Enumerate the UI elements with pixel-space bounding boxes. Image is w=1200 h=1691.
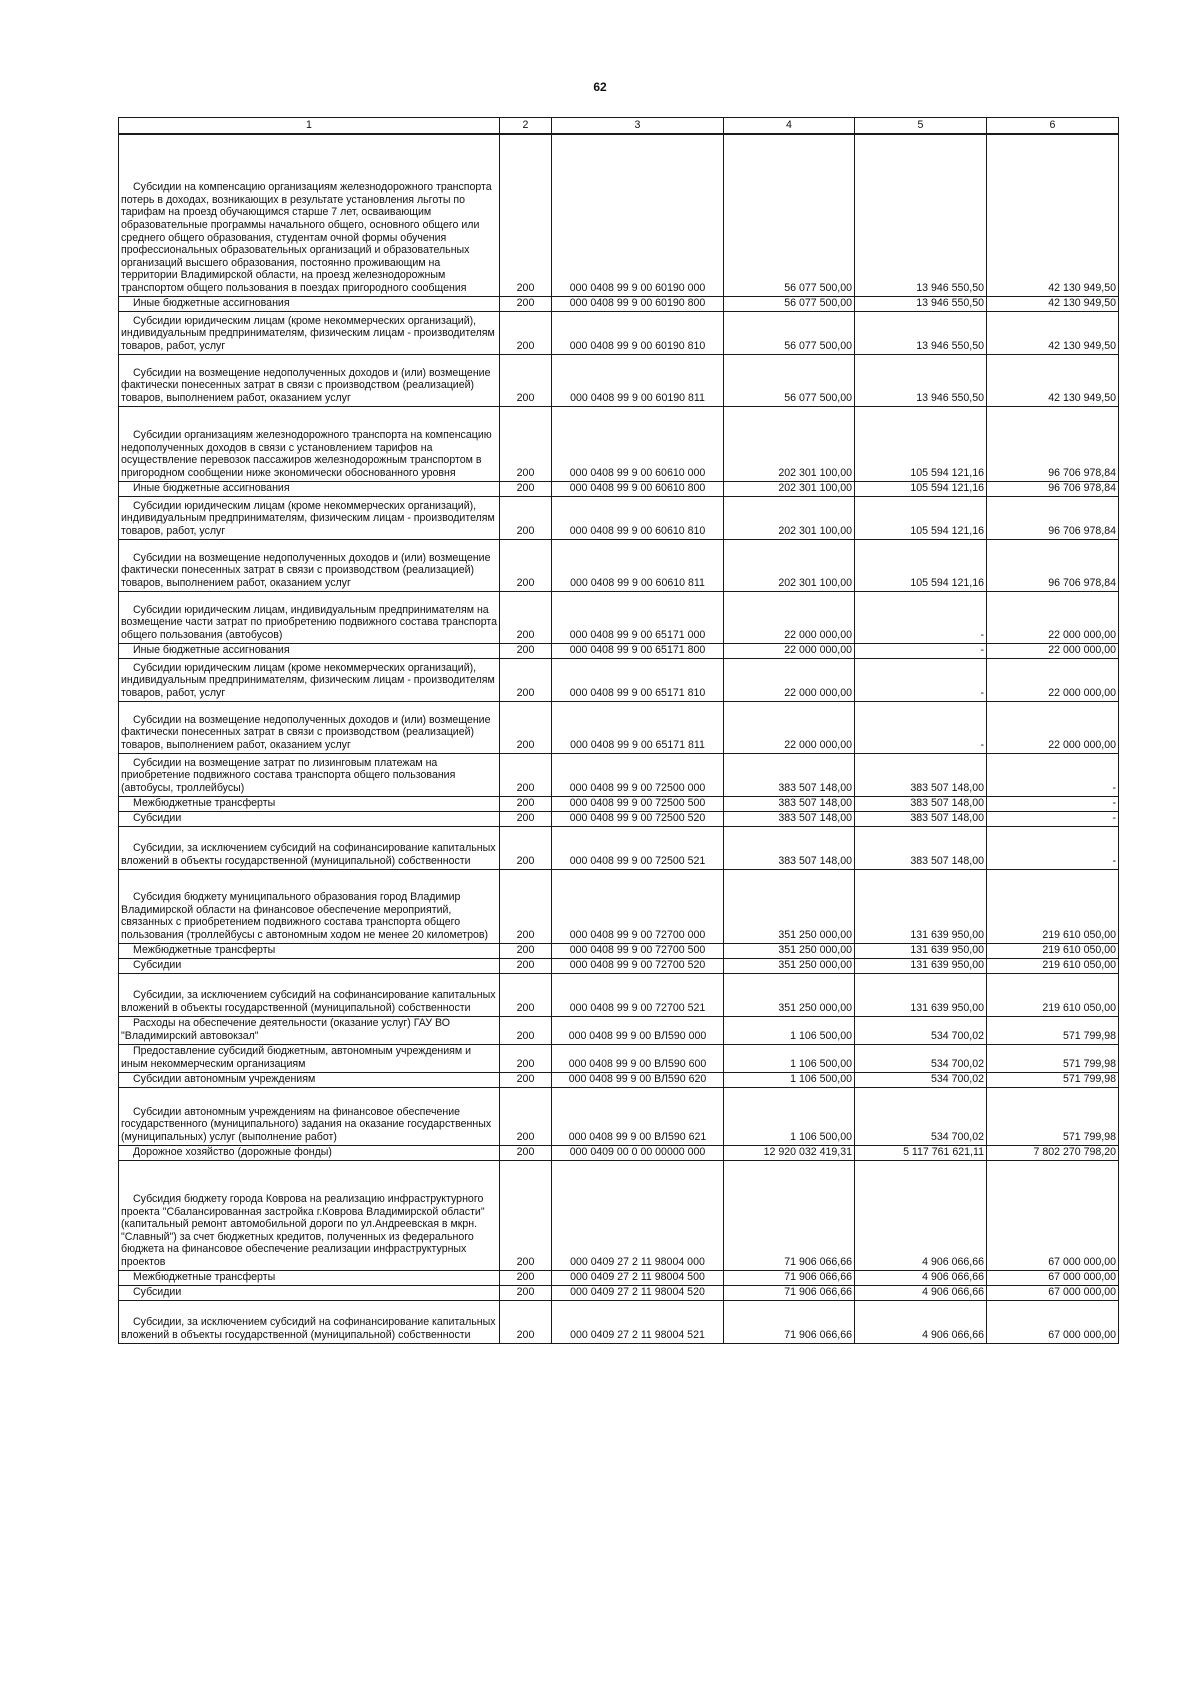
row-amount-col5-cell: 5 117 761 621,11 [855, 1145, 987, 1160]
row-budget-code-cell: 000 0409 27 2 11 98004 500 [552, 1270, 724, 1285]
row-amount-col5-cell: - [855, 591, 987, 643]
row-amount-col6-cell: 42 130 949,50 [987, 296, 1119, 311]
row-admin-code-cell: 200 [500, 496, 552, 539]
row-amount-col5-cell: 534 700,02 [855, 1016, 987, 1044]
row-amount-col6-cell: 22 000 000,00 [987, 701, 1119, 753]
table-body [119, 134, 1119, 1343]
row-admin-code-cell: 200 [500, 354, 552, 406]
row-amount-col4-cell: 1 106 500,00 [724, 1016, 855, 1044]
row-admin-code-cell: 200 [500, 943, 552, 958]
row-name-cell [119, 496, 500, 539]
row-name-cell [119, 958, 500, 973]
row-amount-col6-cell: 42 130 949,50 [987, 134, 1119, 296]
row-budget-code-cell: 000 0408 99 9 00 60610 800 [552, 481, 724, 496]
row-name-cell [119, 1016, 500, 1044]
row-budget-code-cell: 000 0408 99 9 00 ВЛ590 620 [552, 1072, 724, 1087]
row-name-text: Субсидии на возмещение затрат по лизинговым платежам на приобретение подвижного состава транспорта общего пользования (автобусы, троллейбусы) [121, 756, 456, 794]
row-name-text: Расходы на обеспечение деятельности (оказание услуг) ГАУ ВО "Владимирский автовокзал" [121, 1017, 450, 1042]
row-name-text: Субсидии автономным учреждениям [133, 1072, 316, 1085]
budget-table [118, 117, 1119, 1344]
row-name-text: Дорожное хозяйство (дорожные фонды) [133, 1145, 332, 1158]
row-name-cell [119, 811, 500, 826]
row-amount-col6-cell: - [987, 826, 1119, 869]
row-name-cell [119, 134, 500, 296]
table-row [119, 973, 1119, 1016]
row-admin-code-cell: 200 [500, 406, 552, 481]
row-amount-col5-cell: 534 700,02 [855, 1072, 987, 1087]
row-admin-code-cell: 200 [500, 481, 552, 496]
row-amount-col5-cell: 13 946 550,50 [855, 296, 987, 311]
row-name-text: Субсидия бюджету муниципального образования город Владимир Владимирской области на финансовое обеспечение мероприятий, связанных с приобретением подвижного состава транспорта общего пользования (троллейбусы с автономным ходом не менее 20 километров) [121, 891, 489, 941]
row-admin-code-cell: 200 [500, 826, 552, 869]
row-amount-col5-cell: - [855, 701, 987, 753]
row-amount-col6-cell: 219 610 050,00 [987, 973, 1119, 1016]
row-amount-col4-cell: 351 250 000,00 [724, 869, 855, 943]
table-row [119, 958, 1119, 973]
row-amount-col6-cell: 67 000 000,00 [987, 1270, 1119, 1285]
row-budget-code-cell: 000 0408 99 9 00 72700 520 [552, 958, 724, 973]
row-amount-col4-cell: 12 920 032 419,31 [724, 1145, 855, 1160]
row-budget-code-cell: 000 0408 99 9 00 72700 500 [552, 943, 724, 958]
row-name-text: Субсидии юридическим лицам (кроме некоммерческих организаций), индивидуальным предпринимателям, физическим лицам - производителям товаров, работ, услуг [121, 499, 495, 537]
row-budget-code-cell: 000 0408 99 9 00 72500 521 [552, 826, 724, 869]
row-budget-code-cell: 000 0408 99 9 00 60610 810 [552, 496, 724, 539]
row-name-text: Субсидии [133, 811, 182, 824]
row-admin-code-cell: 200 [500, 811, 552, 826]
row-budget-code-cell: 000 0408 99 9 00 65171 811 [552, 701, 724, 753]
row-amount-col4-cell: 202 301 100,00 [724, 496, 855, 539]
table-row [119, 311, 1119, 354]
row-name-cell [119, 1270, 500, 1285]
row-name-text: Субсидии юридическим лицам, индивидуальным предпринимателям на возмещение части затрат по приобретению подвижного состава транспорта общего пользования (автобусов) [121, 603, 498, 641]
row-amount-col6-cell: 96 706 978,84 [987, 406, 1119, 481]
row-amount-col4-cell: 22 000 000,00 [724, 591, 855, 643]
row-name-text: Субсидии юридическим лицам (кроме некоммерческих организаций), индивидуальным предпринимателям, физическим лицам - производителям товаров, работ, услуг [121, 661, 495, 699]
row-amount-col6-cell: 219 610 050,00 [987, 943, 1119, 958]
row-name-text: Субсидии на возмещение недополученных доходов и (или) возмещение фактически понесенных затрат в связи с производством (реализацией) товаров, выполнением работ, оказанием услуг [121, 713, 491, 751]
row-admin-code-cell: 200 [500, 311, 552, 354]
table-row [119, 796, 1119, 811]
row-amount-col4-cell: 1 106 500,00 [724, 1087, 855, 1145]
table-row [119, 1160, 1119, 1270]
row-amount-col5-cell: 13 946 550,50 [855, 311, 987, 354]
row-amount-col5-cell: 4 906 066,66 [855, 1300, 987, 1343]
row-budget-code-cell: 000 0408 99 9 00 60610 000 [552, 406, 724, 481]
row-amount-col6-cell: - [987, 753, 1119, 796]
row-name-text: Субсидии организациям железнодорожного транспорта на компенсацию недополученных доходов в связи с установлением тарифов на осуществление перевозок пассажиров железнодорожным транспортом в пригородном сообщении ниже экономически обоснованного уровня [121, 429, 492, 479]
row-amount-col6-cell: 96 706 978,84 [987, 481, 1119, 496]
column-header: 5 [855, 118, 987, 135]
table-row [119, 1270, 1119, 1285]
row-amount-col4-cell: 22 000 000,00 [724, 643, 855, 658]
row-budget-code-cell: 000 0409 27 2 11 98004 000 [552, 1160, 724, 1270]
column-header: 4 [724, 118, 855, 135]
table-row [119, 1016, 1119, 1044]
row-amount-col5-cell: 105 594 121,16 [855, 539, 987, 591]
row-budget-code-cell: 000 0409 27 2 11 98004 520 [552, 1285, 724, 1300]
row-name-text: Субсидии [133, 958, 182, 971]
row-budget-code-cell: 000 0408 99 9 00 60610 811 [552, 539, 724, 591]
row-amount-col5-cell: 13 946 550,50 [855, 354, 987, 406]
row-amount-col6-cell: 219 610 050,00 [987, 869, 1119, 943]
row-name-cell [119, 1087, 500, 1145]
row-amount-col6-cell: 571 799,98 [987, 1072, 1119, 1087]
row-budget-code-cell: 000 0408 99 9 00 65171 800 [552, 643, 724, 658]
table-row [119, 1087, 1119, 1145]
row-amount-col4-cell: 202 301 100,00 [724, 539, 855, 591]
row-amount-col4-cell: 71 906 066,66 [724, 1285, 855, 1300]
row-budget-code-cell: 000 0408 99 9 00 ВЛ590 621 [552, 1087, 724, 1145]
row-name-cell [119, 701, 500, 753]
row-amount-col5-cell: 383 507 148,00 [855, 811, 987, 826]
row-budget-code-cell: 000 0408 99 9 00 72500 500 [552, 796, 724, 811]
table-row [119, 658, 1119, 701]
row-amount-col5-cell: 383 507 148,00 [855, 753, 987, 796]
row-name-cell [119, 643, 500, 658]
row-amount-col5-cell: 13 946 550,50 [855, 134, 987, 296]
row-name-text: Иные бюджетные ассигнования [133, 481, 290, 494]
row-name-cell [119, 296, 500, 311]
row-budget-code-cell: 000 0408 99 9 00 60190 811 [552, 354, 724, 406]
table-row [119, 826, 1119, 869]
row-name-cell [119, 1300, 500, 1343]
row-name-text: Субсидии на компенсацию организациям железнодорожного транспорта потерь в доходах, возникающих в результате установления льготы по тарифам на проезд обучающимся старше 7 лет, осваивающим образовательные программы начального общего, основного общего или среднего общего образования, студентам очной формы обучения профессиональных образовательных организаций и образовательных организаций высшего образования, постоянно проживающим на территории Владимирской области, на проезд железнодорожным транспортом общего пользования в поездах пригородного сообщения [121, 181, 492, 294]
row-amount-col5-cell: 383 507 148,00 [855, 796, 987, 811]
row-admin-code-cell: 200 [500, 973, 552, 1016]
row-name-text: Субсидии, за исключением субсидий на софинансирование капитальных вложений в объекты государственной (муниципальной) собственности [121, 842, 496, 867]
row-amount-col4-cell: 351 250 000,00 [724, 943, 855, 958]
row-admin-code-cell: 200 [500, 1016, 552, 1044]
row-amount-col4-cell: 383 507 148,00 [724, 753, 855, 796]
table-row [119, 869, 1119, 943]
row-amount-col6-cell: 22 000 000,00 [987, 591, 1119, 643]
row-admin-code-cell: 200 [500, 1160, 552, 1270]
row-budget-code-cell: 000 0408 99 9 00 60190 800 [552, 296, 724, 311]
row-amount-col4-cell: 71 906 066,66 [724, 1270, 855, 1285]
row-amount-col6-cell: 219 610 050,00 [987, 958, 1119, 973]
row-amount-col5-cell: 131 639 950,00 [855, 943, 987, 958]
column-header: 6 [987, 118, 1119, 135]
row-admin-code-cell: 200 [500, 134, 552, 296]
table-row [119, 753, 1119, 796]
row-admin-code-cell: 200 [500, 1087, 552, 1145]
column-header: 3 [552, 118, 724, 135]
row-amount-col5-cell: 131 639 950,00 [855, 973, 987, 1016]
column-header: 1 [119, 118, 500, 135]
row-admin-code-cell: 200 [500, 869, 552, 943]
row-budget-code-cell: 000 0408 99 9 00 60190 810 [552, 311, 724, 354]
row-name-cell [119, 1044, 500, 1072]
row-name-text: Иные бюджетные ассигнования [133, 643, 290, 656]
row-amount-col4-cell: 56 077 500,00 [724, 311, 855, 354]
row-name-text: Субсидии, за исключением субсидий на софинансирование капитальных вложений в объекты государственной (муниципальной) собственности [121, 1316, 496, 1341]
row-name-cell [119, 1285, 500, 1300]
table-row [119, 811, 1119, 826]
table-row [119, 591, 1119, 643]
row-amount-col4-cell: 22 000 000,00 [724, 658, 855, 701]
row-amount-col4-cell: 351 250 000,00 [724, 973, 855, 1016]
row-admin-code-cell: 200 [500, 1072, 552, 1087]
row-amount-col6-cell: 7 802 270 798,20 [987, 1145, 1119, 1160]
row-amount-col4-cell: 22 000 000,00 [724, 701, 855, 753]
row-name-cell [119, 658, 500, 701]
row-amount-col4-cell: 56 077 500,00 [724, 134, 855, 296]
row-name-text: Субсидии [133, 1285, 182, 1298]
row-budget-code-cell: 000 0408 99 9 00 65171 810 [552, 658, 724, 701]
row-name-text: Межбюджетные трансферты [133, 943, 276, 956]
row-amount-col4-cell: 202 301 100,00 [724, 481, 855, 496]
row-amount-col4-cell: 202 301 100,00 [724, 406, 855, 481]
row-amount-col6-cell: 96 706 978,84 [987, 496, 1119, 539]
row-budget-code-cell: 000 0408 99 9 00 ВЛ590 000 [552, 1016, 724, 1044]
row-amount-col5-cell: 131 639 950,00 [855, 869, 987, 943]
row-name-cell [119, 973, 500, 1016]
row-name-cell [119, 943, 500, 958]
table-row [119, 1285, 1119, 1300]
table-row [119, 1145, 1119, 1160]
row-budget-code-cell: 000 0408 99 9 00 65171 000 [552, 591, 724, 643]
row-name-cell [119, 1145, 500, 1160]
row-admin-code-cell: 200 [500, 753, 552, 796]
row-name-cell [119, 406, 500, 481]
row-name-cell [119, 869, 500, 943]
row-amount-col4-cell: 383 507 148,00 [724, 811, 855, 826]
table-row [119, 943, 1119, 958]
row-admin-code-cell: 200 [500, 591, 552, 643]
row-budget-code-cell: 000 0408 99 9 00 72500 000 [552, 753, 724, 796]
row-amount-col6-cell: 96 706 978,84 [987, 539, 1119, 591]
row-amount-col5-cell: - [855, 658, 987, 701]
table-row [119, 1072, 1119, 1087]
row-amount-col5-cell: 383 507 148,00 [855, 826, 987, 869]
row-name-text: Субсидии автономным учреждениям на финансовое обеспечение государственного (муниципального) задания на оказание государственных (муниципальных) услуг (выполнение работ) [121, 1105, 492, 1143]
row-name-text: Межбюджетные трансферты [133, 796, 276, 809]
row-amount-col4-cell: 56 077 500,00 [724, 354, 855, 406]
table-row [119, 1044, 1119, 1072]
row-name-text: Межбюджетные трансферты [133, 1270, 276, 1283]
row-name-text: Иные бюджетные ассигнования [133, 296, 290, 309]
table-row [119, 296, 1119, 311]
row-name-cell [119, 311, 500, 354]
table-row [119, 539, 1119, 591]
row-admin-code-cell: 200 [500, 1300, 552, 1343]
table-row [119, 496, 1119, 539]
row-amount-col6-cell: 42 130 949,50 [987, 311, 1119, 354]
row-amount-col5-cell: - [855, 643, 987, 658]
row-amount-col4-cell: 1 106 500,00 [724, 1044, 855, 1072]
row-admin-code-cell: 200 [500, 658, 552, 701]
row-amount-col4-cell: 1 106 500,00 [724, 1072, 855, 1087]
row-budget-code-cell: 000 0408 99 9 00 72700 000 [552, 869, 724, 943]
row-amount-col6-cell: - [987, 796, 1119, 811]
row-amount-col6-cell: 67 000 000,00 [987, 1300, 1119, 1343]
row-amount-col5-cell: 4 906 066,66 [855, 1270, 987, 1285]
table-row [119, 354, 1119, 406]
row-budget-code-cell: 000 0408 99 9 00 72500 520 [552, 811, 724, 826]
row-name-text: Субсидии на возмещение недополученных доходов и (или) возмещение фактически понесенных затрат в связи с производством (реализацией) товаров, выполнением работ, оказанием услуг [121, 551, 491, 589]
row-name-cell [119, 591, 500, 643]
table-header-row [119, 118, 1119, 135]
row-amount-col5-cell: 105 594 121,16 [855, 406, 987, 481]
row-name-text: Субсидии, за исключением субсидий на софинансирование капитальных вложений в объекты государственной (муниципальной) собственности [121, 989, 496, 1014]
row-amount-col5-cell: 4 906 066,66 [855, 1160, 987, 1270]
row-amount-col6-cell: 571 799,98 [987, 1044, 1119, 1072]
row-budget-code-cell: 000 0408 99 9 00 ВЛ590 600 [552, 1044, 724, 1072]
row-name-cell [119, 354, 500, 406]
row-name-cell [119, 1072, 500, 1087]
row-amount-col5-cell: 131 639 950,00 [855, 958, 987, 973]
row-name-text: Субсидия бюджету города Коврова на реализацию инфраструктурного проекта "Сбалансированная застройка г.Коврова Владимирской области" (капитальный ремонт автомобильной дороги по ул.Андреевская в мкрн. "Славный") за счет бюджетных кредитов, полученных из федерального бюджета на финансовое обеспечение реализации инфраструктурных проектов [121, 1192, 485, 1268]
row-admin-code-cell: 200 [500, 958, 552, 973]
row-amount-col5-cell: 534 700,02 [855, 1087, 987, 1145]
column-header: 2 [500, 118, 552, 135]
table-row [119, 406, 1119, 481]
row-name-cell [119, 539, 500, 591]
row-admin-code-cell: 200 [500, 1145, 552, 1160]
row-admin-code-cell: 200 [500, 1270, 552, 1285]
row-admin-code-cell: 200 [500, 796, 552, 811]
table-row [119, 1300, 1119, 1343]
row-name-cell [119, 753, 500, 796]
row-admin-code-cell: 200 [500, 296, 552, 311]
row-name-cell [119, 826, 500, 869]
table-row [119, 701, 1119, 753]
row-amount-col4-cell: 56 077 500,00 [724, 296, 855, 311]
table-row [119, 134, 1119, 296]
row-amount-col5-cell: 4 906 066,66 [855, 1285, 987, 1300]
row-amount-col6-cell: - [987, 811, 1119, 826]
row-admin-code-cell: 200 [500, 701, 552, 753]
row-admin-code-cell: 200 [500, 539, 552, 591]
row-amount-col6-cell: 22 000 000,00 [987, 643, 1119, 658]
row-admin-code-cell: 200 [500, 1285, 552, 1300]
row-name-text: Предоставление субсидий бюджетным, автономным учреждениям и иным некоммерческим организациям [121, 1045, 472, 1070]
row-admin-code-cell: 200 [500, 643, 552, 658]
row-name-text: Субсидии на возмещение недополученных доходов и (или) возмещение фактически понесенных затрат в связи с производством (реализацией) товаров, выполнением работ, оказанием услуг [121, 366, 491, 404]
row-budget-code-cell: 000 0409 00 0 00 00000 000 [552, 1145, 724, 1160]
row-amount-col6-cell: 67 000 000,00 [987, 1285, 1119, 1300]
row-amount-col5-cell: 534 700,02 [855, 1044, 987, 1072]
row-amount-col6-cell: 571 799,98 [987, 1016, 1119, 1044]
row-amount-col4-cell: 383 507 148,00 [724, 826, 855, 869]
row-name-cell [119, 796, 500, 811]
row-budget-code-cell: 000 0409 27 2 11 98004 521 [552, 1300, 724, 1343]
row-amount-col6-cell: 42 130 949,50 [987, 354, 1119, 406]
row-amount-col6-cell: 22 000 000,00 [987, 658, 1119, 701]
row-name-text: Субсидии юридическим лицам (кроме некоммерческих организаций), индивидуальным предпринимателям, физическим лицам - производителям товаров, работ, услуг [121, 314, 495, 352]
row-amount-col4-cell: 351 250 000,00 [724, 958, 855, 973]
row-amount-col5-cell: 105 594 121,16 [855, 481, 987, 496]
row-admin-code-cell: 200 [500, 1044, 552, 1072]
row-amount-col4-cell: 383 507 148,00 [724, 796, 855, 811]
table-row [119, 481, 1119, 496]
row-amount-col4-cell: 71 906 066,66 [724, 1160, 855, 1270]
row-name-cell [119, 1160, 500, 1270]
table-row [119, 643, 1119, 658]
row-name-cell [119, 481, 500, 496]
row-budget-code-cell: 000 0408 99 9 00 72700 521 [552, 973, 724, 1016]
row-amount-col6-cell: 67 000 000,00 [987, 1160, 1119, 1270]
row-amount-col6-cell: 571 799,98 [987, 1087, 1119, 1145]
row-budget-code-cell: 000 0408 99 9 00 60190 000 [552, 134, 724, 296]
page-number: 62 [593, 80, 607, 94]
row-amount-col4-cell: 71 906 066,66 [724, 1300, 855, 1343]
row-amount-col5-cell: 105 594 121,16 [855, 496, 987, 539]
